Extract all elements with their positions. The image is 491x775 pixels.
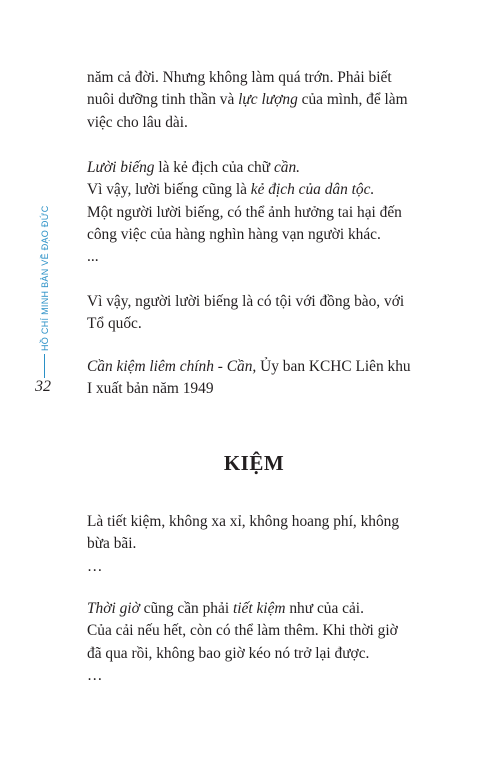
text-line: năm cả đời. Nhưng không làm quá trớn. Phải biết [87,69,392,86]
paragraph-block-4 [87,511,421,578]
text-line: Vì vậy, người lười biếng là có tội với đồng bào, với [87,293,405,310]
text-line: công việc của hàng nghìn hàng vạn người khác. [87,225,381,243]
text-line: việc cho lâu dài. [87,113,188,131]
text-line: Của cải nếu hết, còn có thể làm thêm. Khi thời giờ [87,622,398,640]
series-title: HỒ CHÍ MINH BÀN VỀ ĐẠO ĐỨC [40,205,50,351]
emphasis: cần. [273,159,301,176]
text-line: Một người lười biếng, có thể ảnh hưởng tai hại đến [87,203,402,221]
text-line: Lười biếng là kẻ địch của chữ cần. [87,159,301,176]
emphasis: kẻ địch của dân tộc. [250,181,375,199]
text-line: nuôi dưỡng tinh thần và lực lượng của mình, để làm [87,91,408,109]
text-line: Thời giờ cũng cần phải tiết kiệm như của cải. [87,600,364,617]
text-line: Vì vậy, lười biếng cũng là kẻ địch của dân tộc. [87,181,375,199]
text-line: Cần kiệm liêm chính - Cần, Ủy ban KCHC Liên khu [87,358,411,375]
emphasis: tiết kiệm [232,600,286,617]
paragraph-block-1 [87,67,421,134]
emphasis: Thời giờ [87,600,140,617]
ellipsis: … [87,557,103,575]
section-heading: KIỆM [223,451,285,475]
page-number: 32 [35,378,51,395]
emphasis: lực lượng [238,91,298,109]
paragraph-block-2 [87,157,421,268]
source-citation [87,356,421,401]
source-title: Cần kiệm liêm chính - Cần, [87,358,257,375]
emphasis: Lười biếng [87,159,155,176]
paragraph-block-5 [87,598,421,687]
text-line: I xuất bản năm 1949 [87,380,214,398]
text-line: đã qua rồi, không bao giờ kéo nó trở lại được. [87,644,370,662]
page-margin [29,205,59,426]
margin-rule [44,354,45,378]
paragraph-block-3 [87,291,421,336]
text-line: Tổ quốc. [87,315,142,333]
ellipsis: … [87,666,103,684]
text-line: bừa bãi. [87,535,137,553]
text-line: Là tiết kiệm, không xa xỉ, không hoang phí, không [87,513,400,530]
ellipsis: ... [87,248,99,266]
